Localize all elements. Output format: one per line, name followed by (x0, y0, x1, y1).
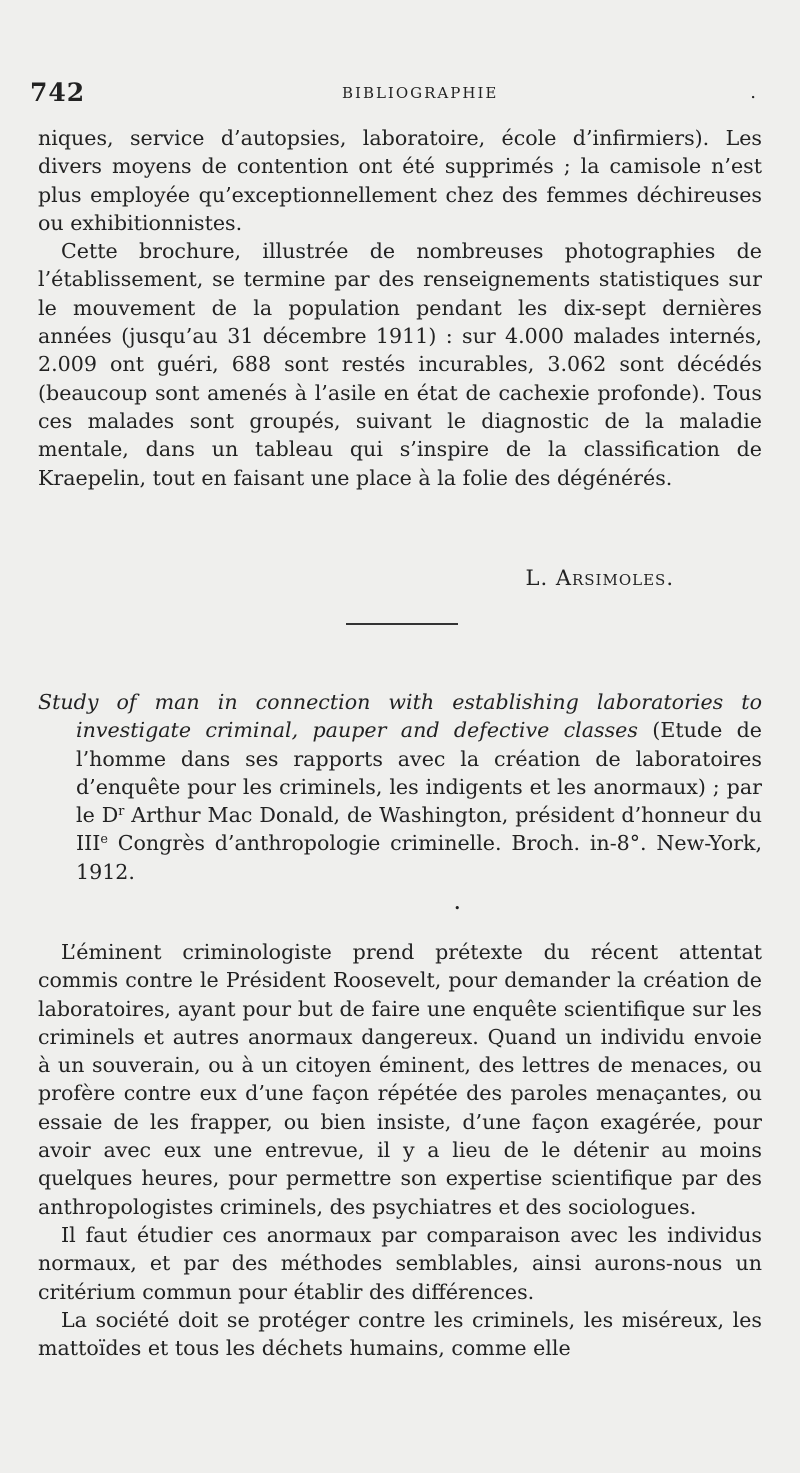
doctor-superscript: r (118, 804, 125, 820)
signature-name: Arsimoles. (555, 566, 674, 590)
review-paragraph: niques, service d’autopsies, laboratoire, école d’infirmiers). Les divers moyens de contention ont été supprimés ; la camisole n’est plus employée qu’exceptionnellement chez des femmes déchireuses ou exhibitionnistes. (38, 126, 762, 235)
page-number: 742 (30, 78, 86, 107)
signature-initial: L. (525, 566, 549, 590)
review-signature (526, 566, 675, 590)
running-head: BIBLIOGRAPHIE (342, 84, 499, 102)
review-paragraph: La société doit se protéger contre les criminels, les miséreux, les mattoïdes et tous les déchets humains, comme elle (38, 1307, 762, 1361)
bibliographic-entry (38, 688, 762, 886)
review-macdonald (38, 938, 762, 1362)
printer-mark: • (454, 902, 461, 915)
work-title: Study of man in connection with establishing laboratories to investigate criminal, pauper and defective classes (38, 690, 762, 743)
work-details: (Etude de l’homme dans ses rapports avec la création de laboratoires d’enquête pour les criminels, les indigents et les anormaux) ; par le D (76, 718, 762, 828)
review-arsimoles (38, 124, 762, 492)
header-dot: . (750, 82, 756, 103)
review-paragraph: L’éminent criminologiste prend prétexte du récent attentat commis contre le Président Roosevelt, pour demander la création de laboratoires, ayant pour but de faire une enquête scientifique sur les criminels et autres anormaux dangereux. Quand un individu envoie à un souverain, ou à un citoyen éminent, des lettres de menaces, ou profère contre eux d’une façon répétée des paroles menaçantes, ou essaie de les frapper, ou bien insiste, d’une façon exagérée, pour avoir avec eux une entrevue, il y a lieu de le détenir au moins quelques heures, pour permettre son expertise scientifique par des anthropologistes criminels, des psychiatres et des sociologues. (38, 940, 762, 1219)
review-paragraph: Il faut étudier ces anormaux par comparaison avec les individus normaux, et par des méthodes semblables, ainsi aurons-nous un critérium commun pour établir des différences. (38, 1222, 762, 1304)
congress-superscript: e (100, 832, 108, 848)
review-paragraph: Cette brochure, illustrée de nombreuses photographies de l’établissement, se termine par des renseignements statistiques sur le mouvement de la population pendant les dix-sept dernières années (jusqu’au 31 décembre 1911) : sur 4.000 malades internés, 2.009 ont guéri, 688 sont restés incurables, 3.062 sont décédés (beaucoup sont amenés à l’asile en état de cachexie profonde). Tous ces malades sont groupés, suivant le diagnostic de la maladie mentale, dans un tableau qui s’inspire de la classification de Kraepelin, tout en faisant une place à la folie des dégénérés. (38, 239, 762, 490)
work-details: Congrès d’anthropologie criminelle. Broch. in-8°. New-York, 1912. (76, 831, 762, 884)
page-header (30, 78, 762, 110)
section-divider (346, 623, 458, 625)
work-details: Arthur Mac Donald, de Washington, président d’honneur du III (76, 803, 762, 856)
